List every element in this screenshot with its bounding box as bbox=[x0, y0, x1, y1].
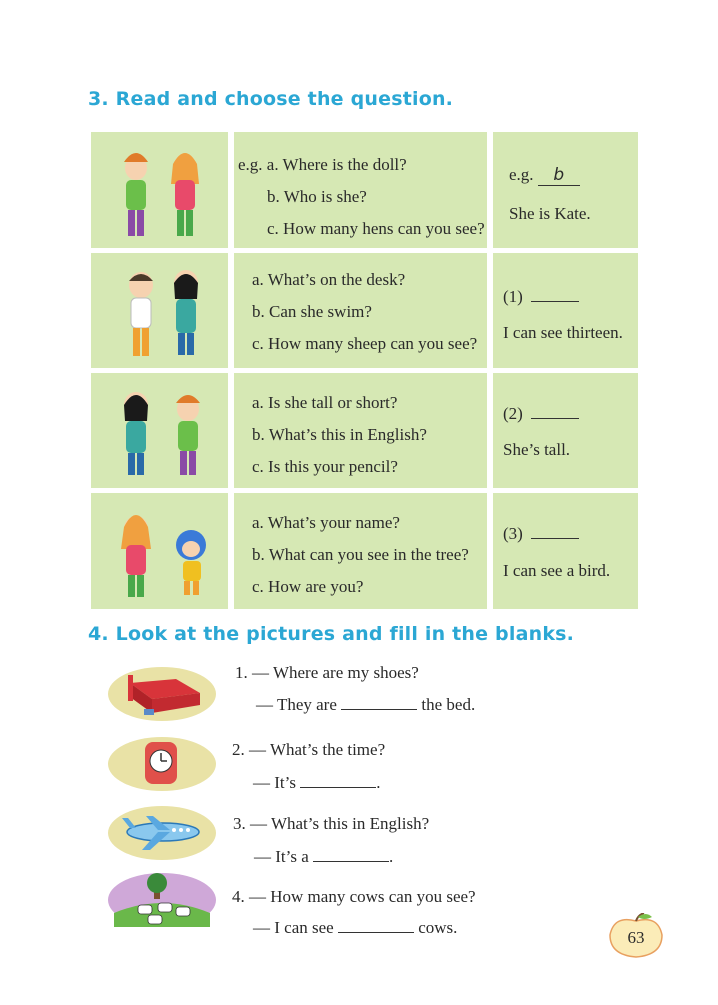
fill-blank[interactable] bbox=[338, 918, 414, 933]
answer-text: I can see a bird. bbox=[503, 561, 611, 580]
answer-label: (2) bbox=[503, 404, 523, 423]
answer-label: (3) bbox=[503, 524, 523, 543]
option-line: b. What’s this in English? bbox=[252, 425, 427, 444]
section-3-title: 3. Read and choose the question. bbox=[88, 88, 454, 110]
plane-icon bbox=[108, 806, 216, 860]
girl-and-helmet-child-icon bbox=[91, 493, 228, 609]
question-line: 1. — Where are my shoes? bbox=[235, 663, 419, 682]
answer-line bbox=[254, 847, 393, 867]
option-line: c. How many hens can you see? bbox=[267, 219, 485, 238]
options-cell bbox=[234, 373, 487, 488]
question-line: 2. — What’s the time? bbox=[232, 740, 386, 759]
answer-suffix: the bed. bbox=[421, 695, 476, 714]
answer-text: I can see thirteen. bbox=[503, 323, 623, 342]
boy-and-girl-icon bbox=[91, 253, 228, 368]
answer-blank[interactable] bbox=[531, 524, 579, 539]
fill-blank[interactable] bbox=[313, 847, 389, 862]
answer-suffix: . bbox=[389, 847, 394, 866]
girl-and-boy-icon bbox=[91, 373, 228, 488]
option-line: a. Is she tall or short? bbox=[252, 393, 398, 412]
answer-prefix: — I can see bbox=[253, 918, 334, 937]
picture-cell bbox=[91, 373, 228, 488]
answer-line bbox=[503, 287, 579, 307]
options-cell bbox=[234, 132, 487, 248]
page-number: 63 bbox=[627, 928, 645, 947]
picture-oval bbox=[108, 737, 216, 791]
answer-prefix: — It’s a bbox=[254, 847, 309, 866]
option-line: b. What can you see in the tree? bbox=[252, 545, 469, 564]
answer-line bbox=[503, 524, 579, 544]
option-line: e.g. a. Where is the doll? bbox=[238, 155, 407, 174]
cows-icon bbox=[108, 873, 216, 927]
picture-cell bbox=[91, 132, 228, 248]
answer-text: She’s tall. bbox=[503, 440, 571, 459]
answer-line bbox=[253, 773, 380, 793]
options-cell bbox=[234, 493, 487, 609]
page-number-badge bbox=[606, 913, 666, 959]
answer-line bbox=[503, 404, 579, 424]
answer-text: She is Kate. bbox=[509, 204, 591, 223]
picture-cell bbox=[91, 493, 228, 609]
answer-label: e.g. bbox=[509, 165, 534, 184]
answer-cell bbox=[493, 373, 638, 488]
section-4-title: 4. Look at the pictures and fill in the blanks. bbox=[88, 623, 575, 645]
question-line: 4. — How many cows can you see? bbox=[232, 887, 476, 906]
answer-blank[interactable] bbox=[531, 404, 579, 419]
clock-icon bbox=[108, 737, 216, 791]
option-line: b. Who is she? bbox=[267, 187, 367, 206]
picture-oval bbox=[108, 873, 216, 927]
option-line: c. Is this your pencil? bbox=[252, 457, 398, 476]
picture-oval bbox=[108, 667, 216, 721]
answer-prefix: — They are bbox=[256, 695, 337, 714]
bed-icon bbox=[108, 667, 216, 721]
option-line: a. What’s your name? bbox=[252, 513, 400, 532]
answer-line bbox=[256, 695, 475, 715]
answer-suffix: cows. bbox=[418, 918, 458, 937]
option-line: c. How are you? bbox=[252, 577, 364, 596]
fill-blank[interactable] bbox=[341, 695, 417, 710]
picture-cell bbox=[91, 253, 228, 368]
question-line: 3. — What’s this in English? bbox=[233, 814, 430, 833]
answer-cell bbox=[493, 132, 638, 248]
option-line: b. Can she swim? bbox=[252, 302, 372, 321]
option-line: a. What’s on the desk? bbox=[252, 270, 406, 289]
options-cell bbox=[234, 253, 487, 368]
answer-line bbox=[509, 165, 580, 186]
answer-suffix: . bbox=[376, 773, 381, 792]
two-children-icon bbox=[91, 132, 228, 248]
picture-oval bbox=[108, 806, 216, 860]
answer-cell bbox=[493, 493, 638, 609]
answer-blank[interactable] bbox=[531, 287, 579, 302]
option-line: c. How many sheep can you see? bbox=[252, 334, 478, 353]
fill-blank[interactable] bbox=[300, 773, 376, 788]
answer-prefix: — It’s bbox=[253, 773, 296, 792]
answer-label: (1) bbox=[503, 287, 523, 306]
answer-cell bbox=[493, 253, 638, 368]
answer-line bbox=[253, 918, 457, 938]
example-answer: b bbox=[538, 165, 580, 186]
